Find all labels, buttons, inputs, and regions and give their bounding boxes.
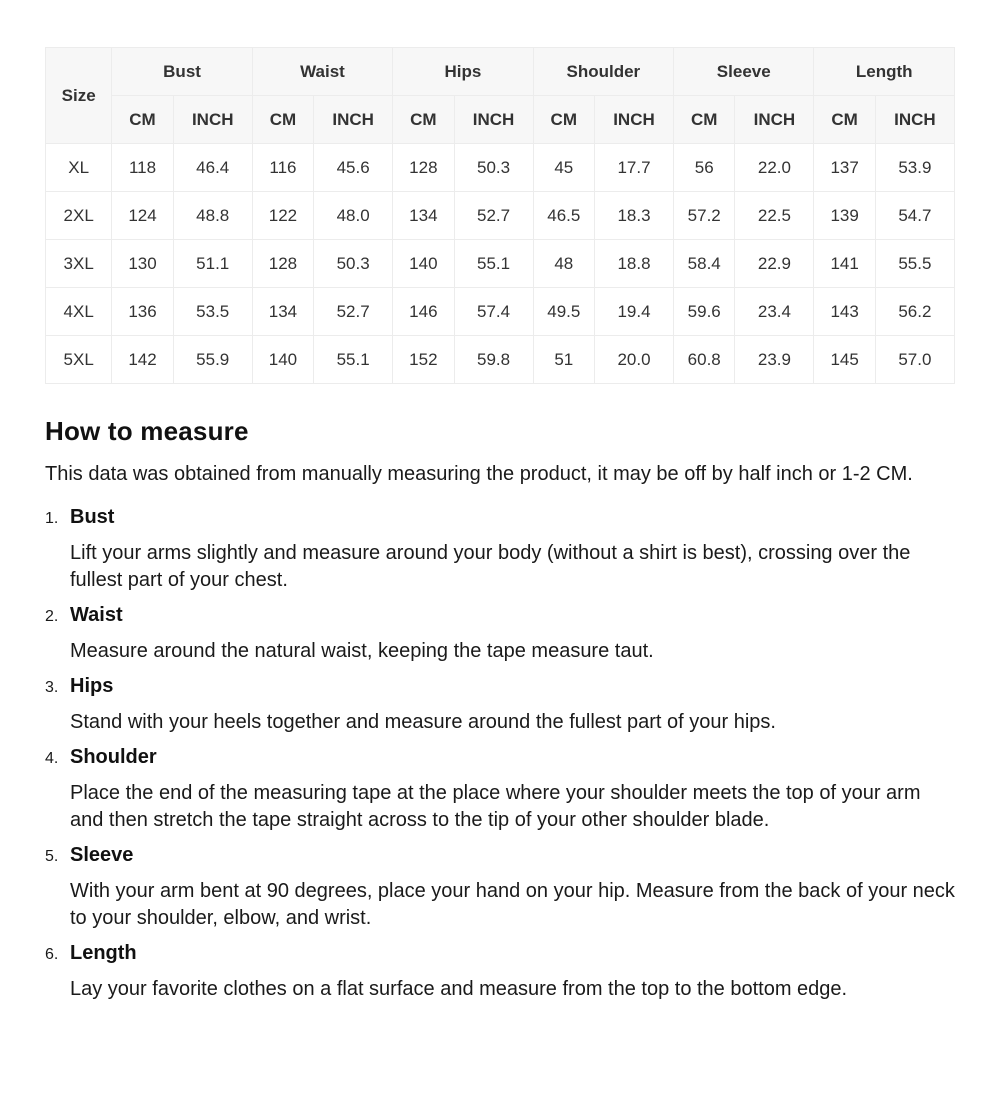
measure-step (45, 673, 955, 736)
measurement-cell: 142 (112, 336, 173, 384)
step-number: 4. (45, 750, 59, 767)
measurement-cell: 118 (112, 144, 173, 192)
unit-header-cm: CM (112, 96, 173, 144)
step-description: Measure around the natural waist, keeping the tape measure taut. (70, 640, 654, 662)
unit-header-row (46, 96, 955, 144)
measurement-cell: 53.9 (875, 144, 954, 192)
measurement-cell: 54.7 (875, 192, 954, 240)
step-name: Sleeve (70, 844, 134, 866)
measure-step (45, 504, 955, 594)
group-header-waist: Waist (252, 48, 392, 96)
measurement-cell: 130 (112, 240, 173, 288)
measurement-cell: 140 (393, 240, 454, 288)
measurement-cell: 48.8 (173, 192, 252, 240)
measurement-cell: 45 (533, 144, 594, 192)
group-header-hips: Hips (393, 48, 533, 96)
measure-step (45, 940, 955, 1003)
measurement-cell: 140 (252, 336, 313, 384)
measurement-cell: 20.0 (594, 336, 673, 384)
unit-header-inch: INCH (875, 96, 954, 144)
unit-header-inch: INCH (594, 96, 673, 144)
size-chart-table (45, 47, 955, 384)
step-name: Waist (70, 604, 123, 626)
group-header-bust: Bust (112, 48, 252, 96)
measurement-cell: 45.6 (314, 144, 393, 192)
measurement-cell: 51 (533, 336, 594, 384)
step-description: Lay your favorite clothes on a flat surface and measure from the top to the bottom edge. (70, 978, 848, 1000)
measurement-cell: 146 (393, 288, 454, 336)
measurement-cell: 136 (112, 288, 173, 336)
measurement-cell: 53.5 (173, 288, 252, 336)
measurement-cell: 57.4 (454, 288, 533, 336)
measurement-cell: 46.5 (533, 192, 594, 240)
unit-header-cm: CM (393, 96, 454, 144)
measurement-cell: 122 (252, 192, 313, 240)
measure-steps-list (45, 504, 955, 1003)
measurement-cell: 48 (533, 240, 594, 288)
measurement-cell: 46.4 (173, 144, 252, 192)
measurement-cell: 17.7 (594, 144, 673, 192)
measurement-cell: 19.4 (594, 288, 673, 336)
measurement-cell: 22.5 (735, 192, 814, 240)
measurement-cell: 56.2 (875, 288, 954, 336)
measurement-cell: 56 (674, 144, 735, 192)
measurement-cell: 23.4 (735, 288, 814, 336)
measurement-cell: 57.2 (674, 192, 735, 240)
measurement-cell: 58.4 (674, 240, 735, 288)
size-cell: 5XL (46, 336, 112, 384)
group-header-sleeve: Sleeve (674, 48, 814, 96)
measurement-cell: 23.9 (735, 336, 814, 384)
unit-header-cm: CM (814, 96, 875, 144)
step-description: With your arm bent at 90 degrees, place your hand on your hip. Measure from the back of your neck to your shoulder, elbow, and wrist. (70, 880, 955, 929)
size-cell: 3XL (46, 240, 112, 288)
measurement-cell: 128 (393, 144, 454, 192)
measure-step (45, 602, 955, 665)
size-chart-body (46, 144, 955, 384)
step-description: Stand with your heels together and measure around the fullest part of your hips. (70, 711, 776, 733)
measurement-cell: 18.8 (594, 240, 673, 288)
measurement-cell: 55.5 (875, 240, 954, 288)
unit-header-inch: INCH (454, 96, 533, 144)
size-chart-header (46, 48, 955, 144)
measurement-cell: 52.7 (454, 192, 533, 240)
measurement-cell: 55.1 (314, 336, 393, 384)
unit-header-cm: CM (674, 96, 735, 144)
measurement-cell: 152 (393, 336, 454, 384)
step-name: Bust (70, 506, 115, 528)
measurement-cell: 18.3 (594, 192, 673, 240)
measurement-cell: 124 (112, 192, 173, 240)
measure-step (45, 842, 955, 932)
table-row (46, 336, 955, 384)
table-row (46, 144, 955, 192)
measurement-cell: 55.1 (454, 240, 533, 288)
measurement-cell: 141 (814, 240, 875, 288)
measurement-cell: 143 (814, 288, 875, 336)
step-number: 1. (45, 510, 59, 527)
group-header-length: Length (814, 48, 955, 96)
size-column-header: Size (46, 48, 112, 144)
step-number: 3. (45, 679, 59, 696)
measurement-cell: 137 (814, 144, 875, 192)
size-cell: XL (46, 144, 112, 192)
measurement-cell: 50.3 (314, 240, 393, 288)
measurement-cell: 48.0 (314, 192, 393, 240)
measurement-cell: 55.9 (173, 336, 252, 384)
unit-header-cm: CM (533, 96, 594, 144)
measurement-cell: 134 (393, 192, 454, 240)
step-name: Hips (70, 675, 114, 697)
measurement-cell: 50.3 (454, 144, 533, 192)
step-description: Place the end of the measuring tape at the place where your shoulder meets the top of your arm and then stretch the tape straight across to the tip of your other shoulder blade. (70, 782, 921, 831)
table-row (46, 192, 955, 240)
how-to-measure-section (45, 416, 955, 1003)
measurement-cell: 60.8 (674, 336, 735, 384)
step-name: Shoulder (70, 746, 157, 768)
group-header-row (46, 48, 955, 96)
measurement-cell: 116 (252, 144, 313, 192)
unit-header-inch: INCH (314, 96, 393, 144)
unit-header-inch: INCH (735, 96, 814, 144)
measurement-cell: 57.0 (875, 336, 954, 384)
measurement-cell: 139 (814, 192, 875, 240)
unit-header-inch: INCH (173, 96, 252, 144)
step-number: 6. (45, 946, 59, 963)
measurement-cell: 51.1 (173, 240, 252, 288)
step-description: Lift your arms slightly and measure around your body (without a shirt is best), crossing over the fullest part of your chest. (70, 542, 911, 591)
step-number: 2. (45, 608, 59, 625)
measurement-cell: 59.6 (674, 288, 735, 336)
measurement-cell: 128 (252, 240, 313, 288)
table-row (46, 288, 955, 336)
measurement-cell: 59.8 (454, 336, 533, 384)
group-header-shoulder: Shoulder (533, 48, 673, 96)
size-cell: 4XL (46, 288, 112, 336)
step-name: Length (70, 942, 137, 964)
measurement-cell: 52.7 (314, 288, 393, 336)
how-to-measure-title: How to measure (45, 416, 249, 446)
measure-step (45, 744, 955, 834)
measurement-cell: 22.0 (735, 144, 814, 192)
table-row (46, 240, 955, 288)
unit-header-cm: CM (252, 96, 313, 144)
step-number: 5. (45, 848, 59, 865)
how-to-measure-intro: This data was obtained from manually measuring the product, it may be off by half inch or 1-2 CM. (45, 463, 913, 485)
size-cell: 2XL (46, 192, 112, 240)
measurement-cell: 22.9 (735, 240, 814, 288)
measurement-cell: 145 (814, 336, 875, 384)
measurement-cell: 49.5 (533, 288, 594, 336)
measurement-cell: 134 (252, 288, 313, 336)
